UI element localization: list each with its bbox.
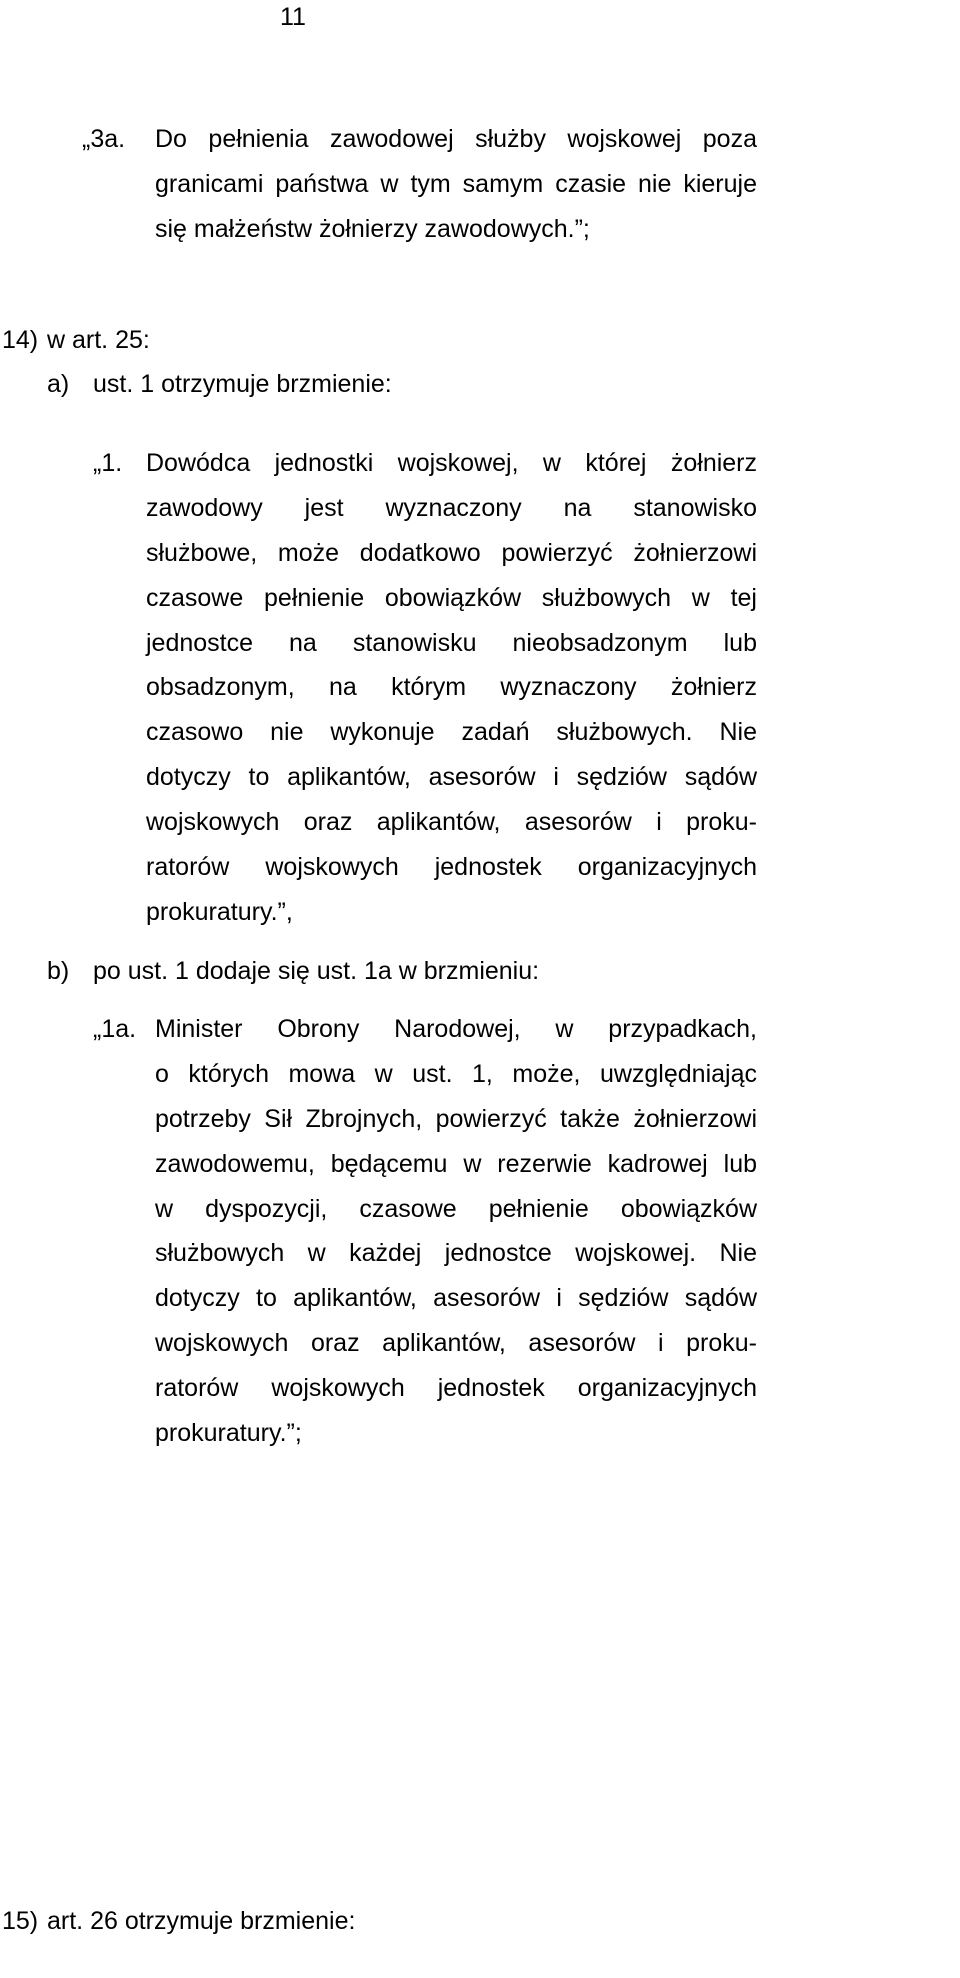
letter-b-text: po ust. 1 dodaje się ust. 1a w brzmieniu: [93, 957, 540, 985]
text-line: jednostce na stanowisku nieobsadzonym lub [146, 628, 757, 657]
section-3a-label: „3a. [82, 125, 126, 153]
text-line: dotyczy to aplikantów, asesorów i sędziów sądów [146, 763, 757, 792]
text-line: czasowo nie wykonuje zadań służbowych. Nie [146, 718, 757, 747]
point-15-label: 15) [2, 1907, 39, 1935]
text-line: się małżeństw żołnierzy zawodowych.”; [155, 214, 590, 243]
text-line: zawodowemu, będącemu w rezerwie kadrowej lub [155, 1149, 757, 1178]
section-3a-text [155, 124, 757, 259]
letter-b-label: b) [47, 957, 70, 985]
text-line: zawodowy jest wyznaczony na stanowisko [146, 493, 757, 522]
text-line: ratorów wojskowych jednostek organizacyjnych [146, 853, 757, 882]
text-line: potrzeby Sił Zbrojnych, powierzyć także żołnierzowi [155, 1104, 757, 1133]
letter-a-text: ust. 1 otrzymuje brzmienie: [93, 370, 392, 398]
letter-a-label: a) [47, 370, 70, 398]
point-15-text: art. 26 otrzymuje brzmienie: [47, 1907, 356, 1935]
text-line: czasowe pełnienie obowiązków służbowych w tej [146, 583, 757, 612]
section-1a-label: „1a. [93, 1015, 137, 1043]
text-line: służbowe, może dodatkowo powierzyć żołnierzowi [146, 538, 757, 567]
section-1-text [146, 448, 757, 942]
text-line: granicami państwa w tym samym czasie nie kieruje [155, 169, 757, 198]
text-line: prokuratury.”, [146, 897, 293, 926]
section-1-label: „1. [93, 449, 123, 477]
text-line: Do pełnienia zawodowej służby wojskowej poza [155, 125, 757, 153]
text-line: o których mowa w ust. 1, może, uwzględniając [155, 1059, 757, 1088]
point-14-text: w art. 25: [47, 326, 150, 354]
text-line: obsadzonym, na którym wyznaczony żołnierz [146, 673, 757, 702]
text-line: Dowódca jednostki wojskowej, w której żołnierz [146, 449, 757, 477]
text-line: dotyczy to aplikantów, asesorów i sędziów sądów [155, 1284, 757, 1313]
text-line: wojskowych oraz aplikantów, asesorów i proku- [146, 808, 757, 837]
text-line: Minister Obrony Narodowej, w przypadkach, [155, 1015, 757, 1043]
page-number: 11 [280, 3, 306, 31]
text-line: wojskowych oraz aplikantów, asesorów i proku- [155, 1329, 757, 1358]
text-line: ratorów wojskowych jednostek organizacyjnych [155, 1374, 757, 1403]
point-14-label: 14) [2, 326, 39, 354]
text-line: prokuratury.”; [155, 1419, 302, 1448]
text-line: w dyspozycji, czasowe pełnienie obowiązków [155, 1194, 757, 1223]
text-line: służbowych w każdej jednostce wojskowej. Nie [155, 1239, 757, 1268]
section-1a-text [155, 1014, 757, 1463]
